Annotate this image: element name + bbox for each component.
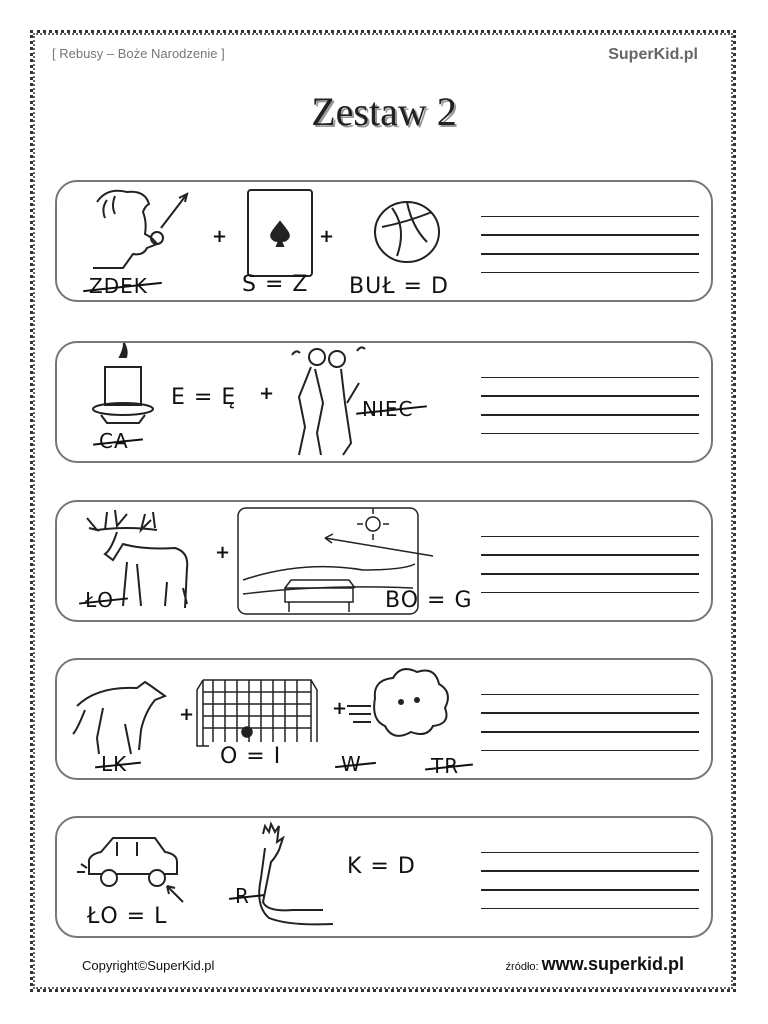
puzzle-1-label-3: BUŁ = D — [349, 274, 449, 299]
answer-lines — [481, 852, 699, 926]
puzzle-row-5 — [55, 816, 713, 938]
brand-label: SuperKid.pl — [608, 46, 698, 63]
candle-icon — [93, 343, 153, 423]
plus-sign: + — [319, 226, 335, 247]
dancing-couple-icon — [292, 347, 365, 455]
arm-hand-icon — [259, 824, 333, 924]
page-title: Zestaw 2 — [311, 89, 457, 134]
puzzle-1-label-2: S = Z — [242, 272, 309, 297]
card-ace-spade-icon — [248, 190, 312, 276]
plus-sign: + — [332, 698, 348, 719]
wolf-icon — [73, 682, 165, 754]
boy-whistle-icon — [93, 191, 187, 268]
puzzle-4-label-3: W — [341, 752, 362, 776]
puzzle-2-label-1: CA — [99, 429, 129, 453]
source-link[interactable]: www.superkid.pl — [541, 954, 684, 974]
puzzle-row-2 — [55, 341, 713, 463]
wind-cloud-icon — [347, 669, 448, 736]
plus-sign: + — [212, 226, 228, 247]
puzzle-2-label-2: E = Ę — [171, 385, 237, 410]
puzzle-5-label-2: R — [235, 884, 250, 908]
answer-lines — [481, 536, 699, 610]
plus-sign: + — [259, 383, 275, 404]
puzzle-1-label-1: ZDEK — [89, 274, 148, 298]
source-prefix: źródło: — [505, 961, 539, 973]
puzzle-5-label-1: ŁO = L — [87, 904, 168, 929]
puzzle-3-label-2: BO = G — [385, 588, 473, 613]
puzzle-row-4 — [55, 658, 713, 780]
puzzle-2-label-3: NIEC — [362, 397, 414, 421]
bread-roll-icon — [375, 202, 439, 262]
puzzle-4-label-1: LK — [101, 752, 128, 776]
answer-lines — [481, 694, 699, 768]
answer-lines — [481, 377, 699, 451]
category-label: [ Rebusy – Boże Narodzenie ] — [52, 46, 225, 61]
puzzle-5-label-3: K = D — [347, 854, 416, 879]
puzzle-row-1 — [55, 180, 713, 302]
soccer-goal-icon — [197, 680, 317, 746]
puzzle-4-label-2: O = I — [220, 744, 282, 769]
copyright-text: Copyright©SuperKid.pl — [82, 958, 215, 973]
source-credit — [506, 954, 684, 975]
plus-sign: + — [179, 704, 195, 725]
puzzle-3-label-1: ŁO — [85, 588, 114, 612]
puzzle-4-label-4: TR — [431, 754, 460, 778]
car-icon — [77, 838, 183, 902]
puzzle-row-3 — [55, 500, 713, 622]
answer-lines — [481, 216, 699, 290]
plus-sign: + — [215, 542, 231, 563]
